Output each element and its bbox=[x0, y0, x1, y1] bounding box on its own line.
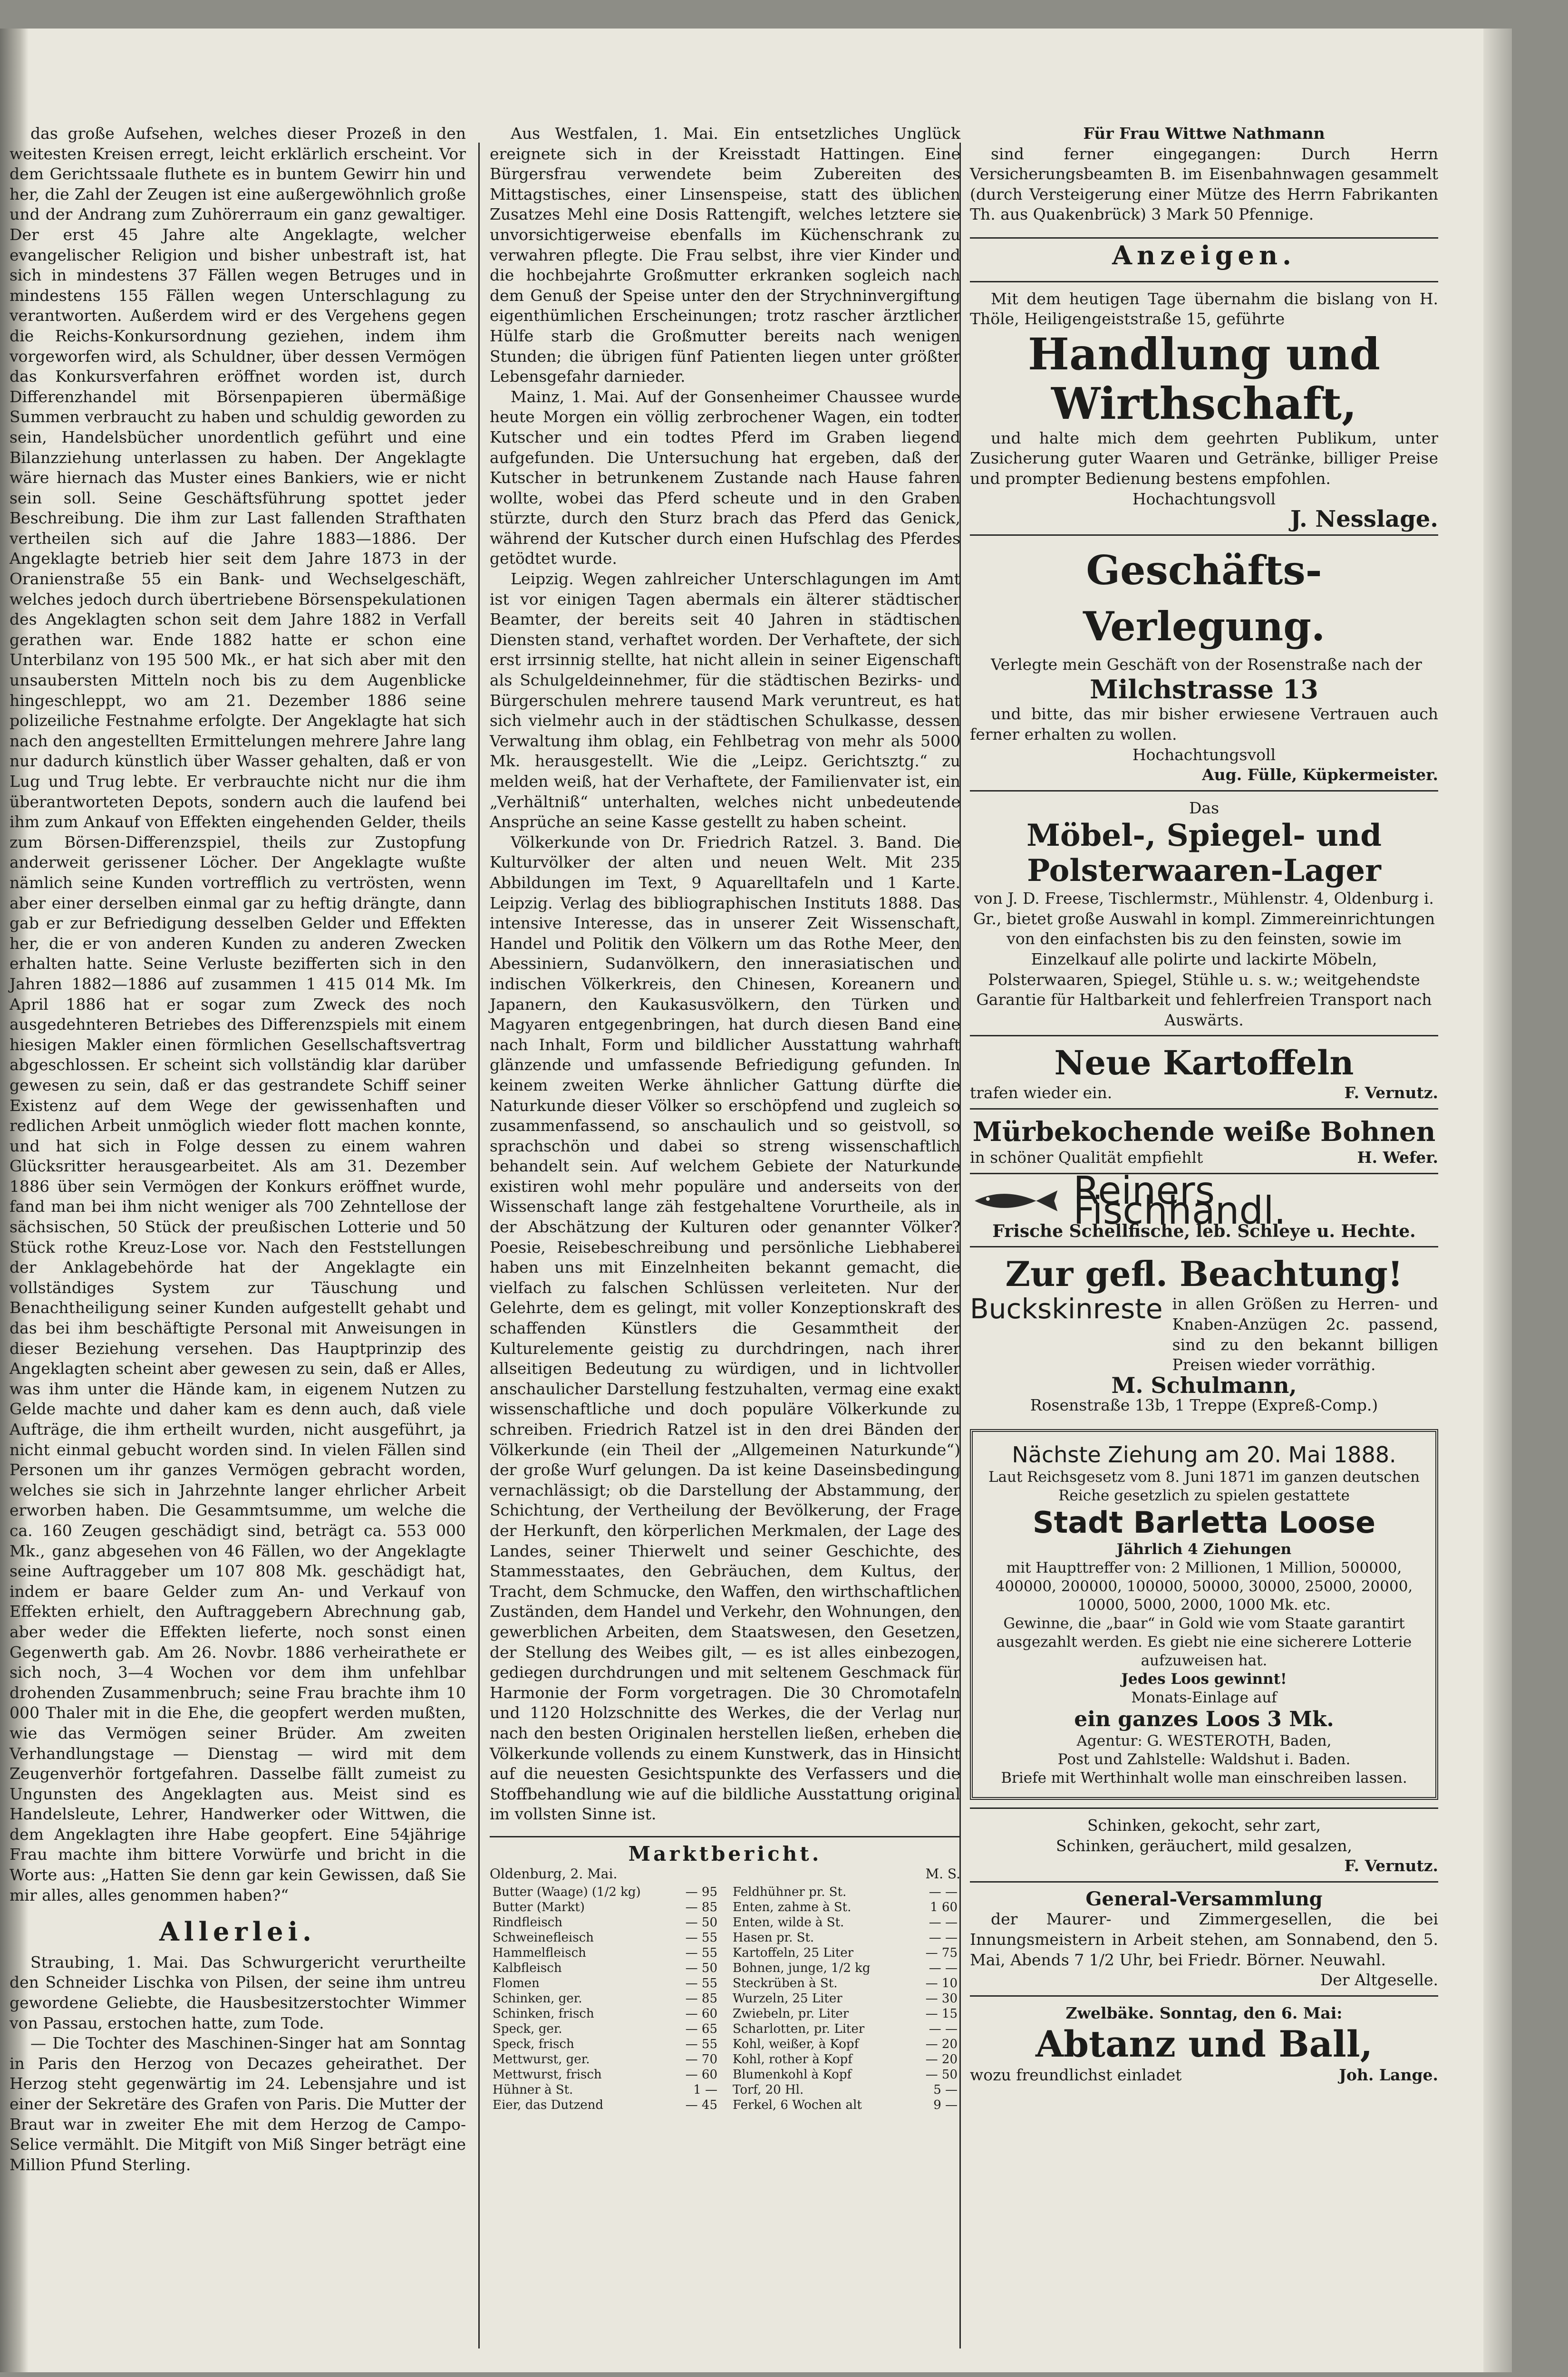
book-review: Völkerkunde von Dr. Friedrich Ratzel. 3. Band. Die Kulturvölker der alten und neuen Welt. Mit 235 Abbildungen im Text, 9 Aquarelltafeln und 1 Karte. Leipzig. Verlag des bibliographischen Instituts 1888. Das intensive Interesse, das in unserer Zeit Wissenschaft, Handel und Politik den Völkern um das Rothe Meer, den Abessiniern, Sudanvölkern, den innerasiatischen und indischen Völkerkreis, den Chinesen, Koreanern und Japanern, den Kaukasusvölkern, den Türken und Magyaren entgegenbringen, hat durch diesen Band eine nach Inhalt, Form und bildlicher Ausstattung wahrhaft glänzende und umfassende Befriedigung gefunden. In keinem zweiten Werke ähnlicher Gattung dürfte die Naturkunde dieser Völker so erschöpfend und zugleich so zusammenfassend, so anschaulich und so geistvoll, so sprachschön und dabei so streng wissenschaftlich behandelt sein. Auf welchem Gebiete der Naturkunde existiren wohl mehr populäre und anderseits von der Wissenschaft lange zäh festgehaltene Vorurtheile, als in der Abschätzung der Kulturen oder genannter Völker? Poesie, Reisebeschreibung und persönliche Liebhaberei haben uns mit Einzelnheiten bekannt gemacht, die vielfach zu falschen Schlüssen verleiteten. Nur der Gelehrte, dem es gelingt, mit voller Konzeptionskraft des schaffenden Künstlers die Gesammtheit der Kulturelemente geistig zu durchdringen, nach ihrer allseitigen Bedeutung zu würdigen, und in lichtvoller anschaulicher Darstellung festzuhalten, vermag eine exakt wissenschaftliche und doch populäre Völkerkunde zu schreiben. Friedrich Ratzel ist in den drei Bänden der Völkerkunde (ein Theil der „Allgemeinen Naturkunde“) der große Wurf gelungen. Da ist keine Daseinsbedingung vernachlässigt; ob die Darstellung der Abstammung, der Schichtung, der Vertheilung der Bevölkerung, der Frage der Herkunft, den körperlichen Merkmalen, der Lage des Landes, seiner Thierwelt und seiner Geschichte, des Stammesstaates, den Gebräuchen, dem Kultus, der Tracht, dem Schmucke, den Waffen, den wirthschaftlichen Zuständen, dem Handel und Verkehr, den Wohnungen, den gewerblichen Arbeiten, dem Staatswesen, den Gesetzen, der Stellung des Weibes gilt, — es ist alles einbezogen, gediegen durchdrungen und mit seltenem Geschmack für Harmonie der Form vorgetragen. Die 30 Chromotafeln und 1120 Holzschnitte des Werkes, die der Verlag nur nach den besten Originalen herstellen ließen, erheben die Völkerkunde vollends zu einem Kunstwerk, das in Hinsicht auf die neuesten Gesichtspunkte des Verfassers und die Stoffbehandlung wie auf die bildliche Ausstattung original im vollsten Sinne ist. bbox=[490, 832, 960, 1824]
market-item: Schinken, frisch bbox=[493, 2007, 594, 2021]
market-price: — 50 bbox=[685, 1915, 717, 1930]
market-item: Enten, wilde à St. bbox=[733, 1915, 844, 1930]
market-row bbox=[490, 1900, 720, 1915]
ad-fuelle-signature: Aug. Fülle, Küpkermeister. bbox=[1202, 765, 1438, 784]
market-item: Steckrüben à St. bbox=[733, 1976, 838, 1991]
ad-schinken-line1: Schinken, gekocht, sehr zart, bbox=[1087, 1816, 1321, 1835]
market-price: — 50 bbox=[925, 2068, 958, 2082]
lottery-name: Stadt Barletta Loose bbox=[1032, 1505, 1376, 1540]
market-item: Scharlotten, pr. Liter bbox=[733, 2022, 865, 2037]
market-row bbox=[730, 2097, 960, 2113]
ad-schulmann-headline: Zur gefl. Beachtung! bbox=[1005, 1254, 1403, 1295]
market-item: Enten, zahme à St. bbox=[733, 1900, 852, 1915]
news-mainz: Mainz, 1. Mai. Auf der Gonsenheimer Chaussee wurde heute Morgen ein völlig zerbrochener Wagen, ein todter Kutscher und ein todtes Pferd im Graben liegend aufgefunden. Die Untersuchung hat ergeben, daß der Kutscher in betrunkenem Zustande nach Hause fahren wollte, wobei das Pferd scheute und in den Graben stürzte, durch den Sturz brach das Pferd das Genick, während der Kutscher durch einen Hufschlag des Pferdes getödtet wurde. bbox=[490, 387, 960, 568]
news-leipzig: Leipzig. Wegen zahlreicher Unterschlagungen im Amt ist vor einigen Tagen abermals ein älterer städtischer Beamter, der bereits seit 40 Jahren in städtischen Diensten stand, verhaftet worden. Der Verhaftete, der sich erst irrsinnig stellte, hat nicht allein in seiner Eigenschaft als Schulgeldeinnehmer, für die städtischen Bezirks- und Bürgerschulen mehrere tausend Mark veruntreut, es hat sich vielmehr auch in der städtischen Schulkasse, dessen Verwaltung ihm oblag, ein Fehlbetrag von mehr als 5000 Mk. herausgestellt. Wie die „Leipz. Gerichtsztg.“ zu melden weiß, hat der Verhaftete, der Familienvater ist, ein „Verhältniß“ unterhalten, welches nicht unbedeutende Ansprüche an seine Kasse gestellt zu haben scheint. bbox=[490, 570, 960, 831]
ad-kartoffeln-text: trafen wieder ein. bbox=[970, 1083, 1113, 1102]
market-row bbox=[730, 1915, 960, 1930]
market-table bbox=[490, 1884, 960, 2113]
market-row bbox=[490, 2006, 720, 2021]
ad-kartoffeln-headline: Neue Kartoffeln bbox=[1054, 1043, 1354, 1083]
market-item: Speck, frisch bbox=[493, 2037, 574, 2052]
newspaper-page bbox=[0, 29, 1512, 2372]
market-row bbox=[490, 1884, 720, 1900]
market-item: Hühner à St. bbox=[493, 2083, 573, 2097]
ad-fuelle-street: Milchstrasse 13 bbox=[1090, 674, 1318, 705]
lottery-post: Post und Zahlstelle: Waldshut i. Baden. bbox=[1057, 1750, 1351, 1768]
market-row bbox=[490, 2097, 720, 2113]
market-item: Bohnen, junge, 1/2 kg bbox=[733, 1961, 871, 1976]
market-price: — 15 bbox=[925, 2007, 958, 2021]
lottery-offer: ein ganzes Loos 3 Mk. bbox=[1074, 1707, 1334, 1731]
nathmann-text: sind ferner eingegangen: Durch Herrn Versicherungsbeamten B. im Eisenbahnwagen gesammelt (durch Versteigerung einer Mütze des Herrn Fabrikanten Th. aus Quakenbrück) 3 Mark 50 Pfennige. bbox=[970, 144, 1438, 224]
ad-freese bbox=[970, 790, 1438, 1035]
market-price: — 55 bbox=[685, 1976, 717, 1991]
market-price: 1 — bbox=[693, 2083, 717, 2097]
lottery-agency: Agentur: G. WESTEROTH, Baden, bbox=[1076, 1732, 1332, 1749]
ad-ball-signature: Joh. Lange. bbox=[1339, 2066, 1438, 2085]
ad-schulmann-signature: M. Schulmann, bbox=[1111, 1372, 1297, 1398]
market-price: — 70 bbox=[685, 2052, 717, 2067]
ad-ball bbox=[970, 1995, 1438, 2090]
market-price: — 95 bbox=[685, 1885, 717, 1900]
market-row bbox=[730, 2006, 960, 2021]
ad-ball-line: Zwelbäke. Sonntag, den 6. Mai: bbox=[1065, 2003, 1343, 2022]
lottery-frequency: Jährlich 4 Ziehungen bbox=[1116, 1540, 1292, 1558]
market-row bbox=[490, 2021, 720, 2037]
lottery-each-wins: Jedes Loos gewinnt! bbox=[1121, 1670, 1287, 1688]
market-row bbox=[490, 1915, 720, 1930]
market-item: Hammelfleisch bbox=[493, 1946, 586, 1961]
page-edge bbox=[1483, 29, 1512, 2372]
market-row bbox=[730, 2067, 960, 2082]
ad-kartoffeln bbox=[970, 1035, 1438, 1108]
section-title-allerlei: Allerlei. bbox=[159, 1916, 316, 1947]
column-left bbox=[10, 124, 466, 2175]
market-price: — 55 bbox=[685, 1946, 717, 1961]
ad-nesslage-signature: J. Nesslage. bbox=[1290, 506, 1438, 533]
trial-report: das große Aufsehen, welches dieser Prozeß in den weitesten Kreisen erregt, leicht erklärlich erscheint. Vor dem Gerichtssaale fluthete es in buntem Gewirr hin und her, die Zahl der Zeugen ist eine außergewöhnlich große und der Andrang zum Zuhörerraum ein ganz gewaltiger. Der erst 45 Jahre alte Angeklagte, welcher evangelischer Religion und bisher unbestraft ist, hat sich in mindestens 37 Fällen wegen Betruges und in mindestens 155 Fällen wegen Unterschlagung zu verantworten. Außerdem wird er des Vergehens gegen die Reichs-Konkursordnung geziehen, indem ihm vorgeworfen wird, als Schuldner, über dessen Vermögen das Konkursverfahren eröffnet worden ist, durch Differenzhandel mit Börsenpapieren übermäßige Summen verbraucht zu haben und schuldig geworden zu sein, Handelsbücher unordentlich geführt und eine Bilanzziehung unterlassen zu haben. Der Angeklagte wäre hiernach das Muster eines Bankiers, wie er nicht sein soll. Seine Geschäftsführung spottet jeder Beschreibung. Die ihm zur Last fallenden Strafthaten vertheilen sich auf die Jahre 1883—1886. Der Angeklagte betrieb hier seit dem Jahre 1873 in der Oranienstraße 55 ein Bank- und Wechselgeschäft, welches jedoch durch übertriebene Börsenspekulationen des Angeklagten schon seit dem Jahre 1882 in Verfall gerathen war. Ende 1882 hatte er schon eine Unterbilanz von 195 500 Mk., er hat sich aber mit den unsaubersten Mitteln noch bis zu dem Augenblicke hingeschleppt, wo am 21. Dezember 1886 seine polizeiliche Festnahme erfolgte. Der Angeklagte hat sich nach den angestellten Ermittelungen mehrere Jahre lang nur dadurch künstlich über Wasser gehalten, daß er von Lug und Trug lebte. Er verbrauchte nicht nur die ihm überantworteten Depots, sondern auch die laufend bei ihm zum Ankauf von Effekten eingehenden Gelder, theils zum Börsen-Differenzspiel, theils zur Zustopfung anderweit gerissener Löcher. Der Angeklagte wußte nämlich seine Kunden vortrefflich zu vertrösten, wenn aber einer derselben einmal gar zu heftig drängte, dann gab er zur Befriedigung desselben Gelder und Effekten her, die er von anderen Kunden zu anderen Zwecken erhalten hatte. Seine Verluste bezifferten sich in den Jahren 1882—1886 auf zusammen 1 415 014 Mk. Im April 1886 hat er sogar zum Zweck des noch ausgedehnteren Betriebes des Differenzspiels mit einem hiesigen Makler einen förmlichen Gesellschaftsvertrag abgeschlossen. Er scheint sich vollständig klar darüber gewesen zu sein, daß er das gestrandete Schiff seiner Existenz auf dem Wege der gewissenhaften und redlichen Arbeit unmöglich wieder flott machen konnte, und hat sich in Folge dessen zu einem wahren Glücksritter herausgearbeitet. Als am 31. Dezember 1886 über sein Vermögen der Konkurs eröffnet wurde, fand man bei ihm nicht weniger als 700 Zehntellose der sächsischen, 50 Stück der preußischen Lotterie und 50 Stück rothe Kreuz-Lose vor. Nach den Feststellungen der Anklagebehörde hat der Angeklagte ein vollständiges System zur Täuschung und Benachtheiligung seiner Kunden aufgestellt gehabt und das bei ihm beschäftigte Personal mit Anweisungen in dieser Beziehung versehen. Das Hauptprinzip des Angeklagten scheint aber gewesen zu sein, daß er Alles, was ihm unter die Hände kam, in eigenem Nutzen zu Gelde machte und daher kam es denn auch, daß viele Aufträge, die ihm ertheilt wurden, nicht ausgeführt, ja nicht einmal gebucht worden sind. In vielen Fällen sind Personen um ihr ganzes Vermögen gebracht worden, welches sie sich in Jahrzehnte langer ehrlicher Arbeit erworben haben. Die Gesammtsumme, um welche die ca. 160 Zeugen geschädigt sind, beträgt ca. 553 000 Mk., ganz abgesehen von 46 Fällen, wo der Angeklagte seine Auftraggeber um 107 808 Mk. geschädigt hat, indem er baare Gelder zum An- und Verkauf von Effekten erhielt, den Auftraggebern Abrechnung gab, aber weder die Effekten lieferte, noch sonst einen Gegenwerth gab. Am 26. Novbr. 1886 verheirathete er sich noch, 3—4 Wochen vor dem ihm unfehlbar drohenden Zusammenbruch; seine Frau brachte ihm 10 000 Thaler mit in die Ehe, die geopfert werden mußten, wie das Vermögen seiner Brüder. Am zweiten Verhandlungstage — Dienstag — wird mit dem Zeugenverhör fortgefahren. Dasselbe fällt zumeist zu Ungunsten des Angeklagten aus. Meist sind es Handelsleute, Lehrer, Handwerker oder Wittwen, die dem Angeklagten ihre Habe geopfert. Eine 54jährige Frau machte ihm bittere Vorwürfe und bricht in die Worte aus: „Hatten Sie denn gar kein Gewissen, daß Sie mir alles, alles genommen haben?“ bbox=[10, 124, 466, 1904]
market-row bbox=[730, 1930, 960, 1945]
market-item: Feldhühner pr. St. bbox=[733, 1885, 847, 1900]
ad-reiners-sub: Frische Schellfische, leb. Schleye u. Hechte. bbox=[992, 1221, 1416, 1241]
market-row bbox=[490, 2037, 720, 2052]
market-row bbox=[730, 2037, 960, 2052]
market-price: — 75 bbox=[925, 1946, 958, 1961]
news-westfalen: Aus Westfalen, 1. Mai. Ein entsetzliches Unglück ereignete sich in der Kreisstadt Hattingen. Eine Bürgersfrau verwendete beim Zubereiten des Mittagstisches, einer Linsenspeise, statt des üblichen Zusatzes Mehl eine Dosis Rattengift, welches letztere sie unvorsichtigerweise ebenfalls im Küchenschrank zu verwahren pflegte. Die Frau selbst, ihre vier Kinder und die hochbejahrte Großmutter erkranken sogleich nach dem Genuß der Speise unter den der Strychninvergiftung eigenthümlichen Erscheinungen; trotz rascher ärztlicher Hülfe starb die Großmutter bereits nach wenigen Stunden; die übrigen fünf Patienten liegen unter größter Lebensgefahr darnieder. bbox=[490, 124, 960, 386]
market-item: Butter (Markt) bbox=[493, 1900, 585, 1915]
market-row bbox=[730, 1884, 960, 1900]
market-item: Mettwurst, ger. bbox=[493, 2052, 590, 2067]
market-price: — 55 bbox=[685, 1931, 717, 1945]
ad-kartoffeln-signature: F. Vernutz. bbox=[1344, 1083, 1438, 1102]
ad-nesslage bbox=[970, 281, 1438, 534]
market-item: Ferkel, 6 Wochen alt bbox=[733, 2098, 862, 2113]
lottery-law: Laut Reichsgesetz vom 8. Juni 1871 im ganzen deutschen Reiche gesetzlich zu spielen gestattete bbox=[988, 1468, 1420, 1504]
ad-versammlung-title: General-Versammlung bbox=[1085, 1887, 1323, 1910]
ad-ball-text: wozu freundlichst einladet bbox=[970, 2066, 1182, 2085]
ad-freese-headline: Möbel-, Spiegel- und Polsterwaaren-Lager bbox=[1026, 818, 1382, 889]
ad-ball-headline: Abtanz und Ball, bbox=[1035, 2023, 1373, 2066]
news-singer: — Die Tochter des Maschinen-Singer hat am Sonntag in Paris den Herzog von Decazes geheirathet. Der Herzog steht gegenwärtig im 24. Lebensjahre und ist einer der Sekretäre des Grafen von Paris. Die Mutter der Braut war in zweiter Ehe mit dem Herzog de Campo-Selice vermählt. Die Mitgift von Miß Singer beträgt eine Million Pfund Sterling. bbox=[10, 2034, 466, 2174]
ad-nesslage-intro: Mit dem heutigen Tage übernahm die bislang von H. Thöle, Heiligengeiststraße 15, geführte bbox=[970, 289, 1438, 329]
ad-fuelle-greeting: Hochachtungsvoll bbox=[1132, 745, 1276, 764]
market-row bbox=[490, 1930, 720, 1945]
market-price: — 45 bbox=[685, 2098, 717, 2113]
market-item: Blumenkohl à Kopf bbox=[733, 2068, 852, 2082]
ad-schinken-line2: Schinken, geräuchert, mild gesalzen, bbox=[1055, 1836, 1353, 1855]
ad-bohnen-signature: H. Wefer. bbox=[1357, 1148, 1438, 1167]
market-price: — — bbox=[929, 1961, 958, 1976]
market-price: — 20 bbox=[925, 2052, 958, 2067]
market-price: — 20 bbox=[925, 2037, 958, 2052]
market-item: Schinken, ger. bbox=[493, 1991, 582, 2006]
market-price: — 50 bbox=[685, 1961, 717, 1976]
ad-bohnen bbox=[970, 1108, 1438, 1173]
market-table-left bbox=[490, 1884, 720, 2113]
market-price: — 85 bbox=[685, 1991, 717, 2006]
column-right bbox=[970, 124, 1438, 2090]
news-straubing: Straubing, 1. Mai. Das Schwurgericht verurtheilte den Schneider Lischka von Pilsen, der seine ihm untreu gewordene Geliebte, die Hausbesitzerstochter Wimmer von Passau, erstochen hatte, zum Tode. bbox=[10, 1952, 466, 2032]
ad-schulmann-body bbox=[970, 1294, 1438, 1375]
ad-bohnen-text: in schöner Qualität empfiehlt bbox=[970, 1148, 1203, 1167]
market-row bbox=[730, 1991, 960, 2006]
market-item: Wurzeln, 25 Liter bbox=[733, 1991, 842, 2006]
market-price: 5 — bbox=[933, 2083, 958, 2097]
market-row bbox=[730, 1900, 960, 1915]
column-rule-1 bbox=[478, 143, 480, 2348]
market-row bbox=[730, 2021, 960, 2037]
ad-versammlung bbox=[970, 1881, 1438, 1995]
anzeigen-title: Anzeigen. bbox=[970, 237, 1438, 271]
market-price: — — bbox=[929, 2022, 958, 2037]
ad-ball-footer bbox=[970, 2065, 1438, 2086]
market-item: Mettwurst, frisch bbox=[493, 2068, 602, 2082]
market-price: — 60 bbox=[685, 2068, 717, 2082]
nathmann-title: Für Frau Wittwe Nathmann bbox=[1083, 124, 1325, 143]
ad-schulmann-text: in allen Größen zu Herren- und Knaben-Anzügen 2c. passend, sind zu den bekannt billigen Preisen wieder vorräthig. bbox=[1172, 1295, 1438, 1374]
ad-fuelle bbox=[970, 534, 1438, 790]
ad-schinken bbox=[970, 1807, 1438, 1881]
market-item: Hasen pr. St. bbox=[733, 1931, 814, 1945]
market-item: Schweinefleisch bbox=[493, 1931, 594, 1945]
ad-nesslage-text: und halte mich dem geehrten Publikum, unter Zusicherung guter Waaren und Getränke, billiger Preise und prompter Bedienung bestens empfohlen. bbox=[970, 428, 1438, 488]
market-row bbox=[490, 2052, 720, 2067]
ad-schulmann-word: Buckskinreste bbox=[970, 1293, 1163, 1325]
market-item: Kohl, rother à Kopf bbox=[733, 2052, 852, 2067]
market-table-right bbox=[730, 1884, 960, 2113]
ad-nesslage-headline: Handlung und Wirthschaft, bbox=[1028, 328, 1380, 429]
lottery-prizes: mit Haupttreffer von: 2 Millionen, 1 Million, 500000, 400000, 200000, 100000, 50000, 30000, 25000, 20000, 10000, 5000, 2000, 1000 Mk. etc. bbox=[995, 1559, 1413, 1614]
market-row bbox=[490, 1976, 720, 1991]
ad-schinken-signature: F. Vernutz. bbox=[1344, 1856, 1438, 1875]
market-item: Kohl, weißer, à Kopf bbox=[733, 2037, 859, 2052]
market-row bbox=[490, 2082, 720, 2097]
lottery-letters: Briefe mit Werthinhalt wolle man einschreiben lassen. bbox=[1001, 1769, 1407, 1787]
market-subheader bbox=[490, 1864, 960, 1884]
market-item: Kartoffeln, 25 Liter bbox=[733, 1946, 854, 1961]
market-row bbox=[490, 2067, 720, 2082]
market-row bbox=[730, 2082, 960, 2097]
market-price: — 30 bbox=[925, 1991, 958, 2006]
ad-kartoffeln-footer bbox=[970, 1083, 1438, 1103]
market-price: — — bbox=[929, 1885, 958, 1900]
ad-nesslage-greeting: Hochachtungsvoll bbox=[1132, 489, 1276, 508]
ad-freese-text: von J. D. Freese, Tischlermstr., Mühlenstr. 4, Oldenburg i. Gr., bietet große Auswahl in kompl. Zimmereinrichtungen von den einfachsten bis zu den feinsten, sowie im Einzelkauf alle polirte und lackirte Möbeln, Polsterwaaren, Spiegel, Stühle u. s. w.; weitgehendste Garantie für Haltbarkeit und fehlerfreien Transport nach Auswärts. bbox=[973, 889, 1435, 1029]
market-row bbox=[730, 2052, 960, 2067]
market-price: 9 — bbox=[933, 2098, 958, 2113]
market-item: Flomen bbox=[493, 1976, 540, 1991]
lottery-head: Nächste Ziehung am 20. Mai 1888. bbox=[1012, 1441, 1396, 1468]
market-unit-header: M. S. bbox=[925, 1866, 960, 1882]
ad-versammlung-signature: Der Altgeselle. bbox=[1320, 1971, 1438, 1990]
market-item: Zwiebeln, pr. Liter bbox=[733, 2007, 849, 2021]
market-price: — 10 bbox=[925, 1976, 958, 1991]
market-item: Torf, 20 Hl. bbox=[733, 2083, 804, 2097]
market-item: Rindfleisch bbox=[493, 1915, 562, 1930]
ad-fuelle-text: und bitte, das mir bisher erwiesene Vertrauen auch ferner erhalten zu wollen. bbox=[970, 705, 1438, 744]
ad-reiners bbox=[970, 1168, 1438, 1246]
ad-reiners-headline: Reiners Fischhandl. bbox=[1073, 1168, 1286, 1233]
market-row bbox=[730, 1961, 960, 1976]
market-title: Marktbericht. bbox=[490, 1836, 960, 1865]
market-price: — — bbox=[929, 1931, 958, 1945]
market-row bbox=[490, 1991, 720, 2006]
market-price: — 55 bbox=[685, 2037, 717, 2052]
ad-freese-das: Das bbox=[1189, 798, 1220, 817]
fish-icon bbox=[970, 1187, 1060, 1215]
market-item: Eier, das Dutzend bbox=[493, 2098, 604, 2113]
market-price: — 65 bbox=[685, 2022, 717, 2037]
ad-schulmann-address: Rosenstraße 13b, 1 Treppe (Expreß-Comp.) bbox=[1030, 1396, 1378, 1415]
market-price: — 60 bbox=[685, 2007, 717, 2021]
ad-fuelle-headline: Geschäfts-Verlegung. bbox=[1083, 546, 1326, 650]
market-item: Butter (Waage) (1/2 kg) bbox=[493, 1885, 641, 1900]
market-row bbox=[730, 1945, 960, 1961]
market-price: 1 60 bbox=[930, 1900, 958, 1915]
ad-bohnen-footer bbox=[970, 1148, 1438, 1168]
market-item: Speck, ger. bbox=[493, 2022, 562, 2037]
market-price: — — bbox=[929, 1915, 958, 1930]
market-item: Kalbfleisch bbox=[493, 1961, 562, 1976]
ad-versammlung-text: der Maurer- und Zimmergesellen, die bei Innungsmeistern in Arbeit stehen, am Sonnabend, den 5. Mai, Abends 7 1/2 Uhr, bei Friedr. Börner. Neuwahl. bbox=[970, 1910, 1438, 1969]
market-row bbox=[490, 1961, 720, 1976]
ad-bohnen-headline: Mürbekochende weiße Bohnen bbox=[972, 1116, 1436, 1148]
market-row bbox=[730, 1976, 960, 1991]
ad-schulmann bbox=[970, 1246, 1438, 1420]
lottery-note: Gewinne, die „baar“ in Gold wie vom Staate garantirt ausgezahlt werden. Es giebt nie eine sicherere Lotterie aufzuweisen hat. bbox=[996, 1614, 1412, 1669]
column-middle bbox=[490, 124, 960, 2113]
market-place-date: Oldenburg, 2. Mai. bbox=[490, 1866, 618, 1882]
market-row bbox=[490, 1945, 720, 1961]
ad-fuelle-intro: Verlegte mein Geschäft von der Rosenstraße nach der bbox=[991, 655, 1422, 674]
ad-lottery bbox=[970, 1429, 1438, 1800]
lottery-monthly: Monats-Einlage auf bbox=[1131, 1689, 1277, 1706]
market-price: — 85 bbox=[685, 1900, 717, 1915]
